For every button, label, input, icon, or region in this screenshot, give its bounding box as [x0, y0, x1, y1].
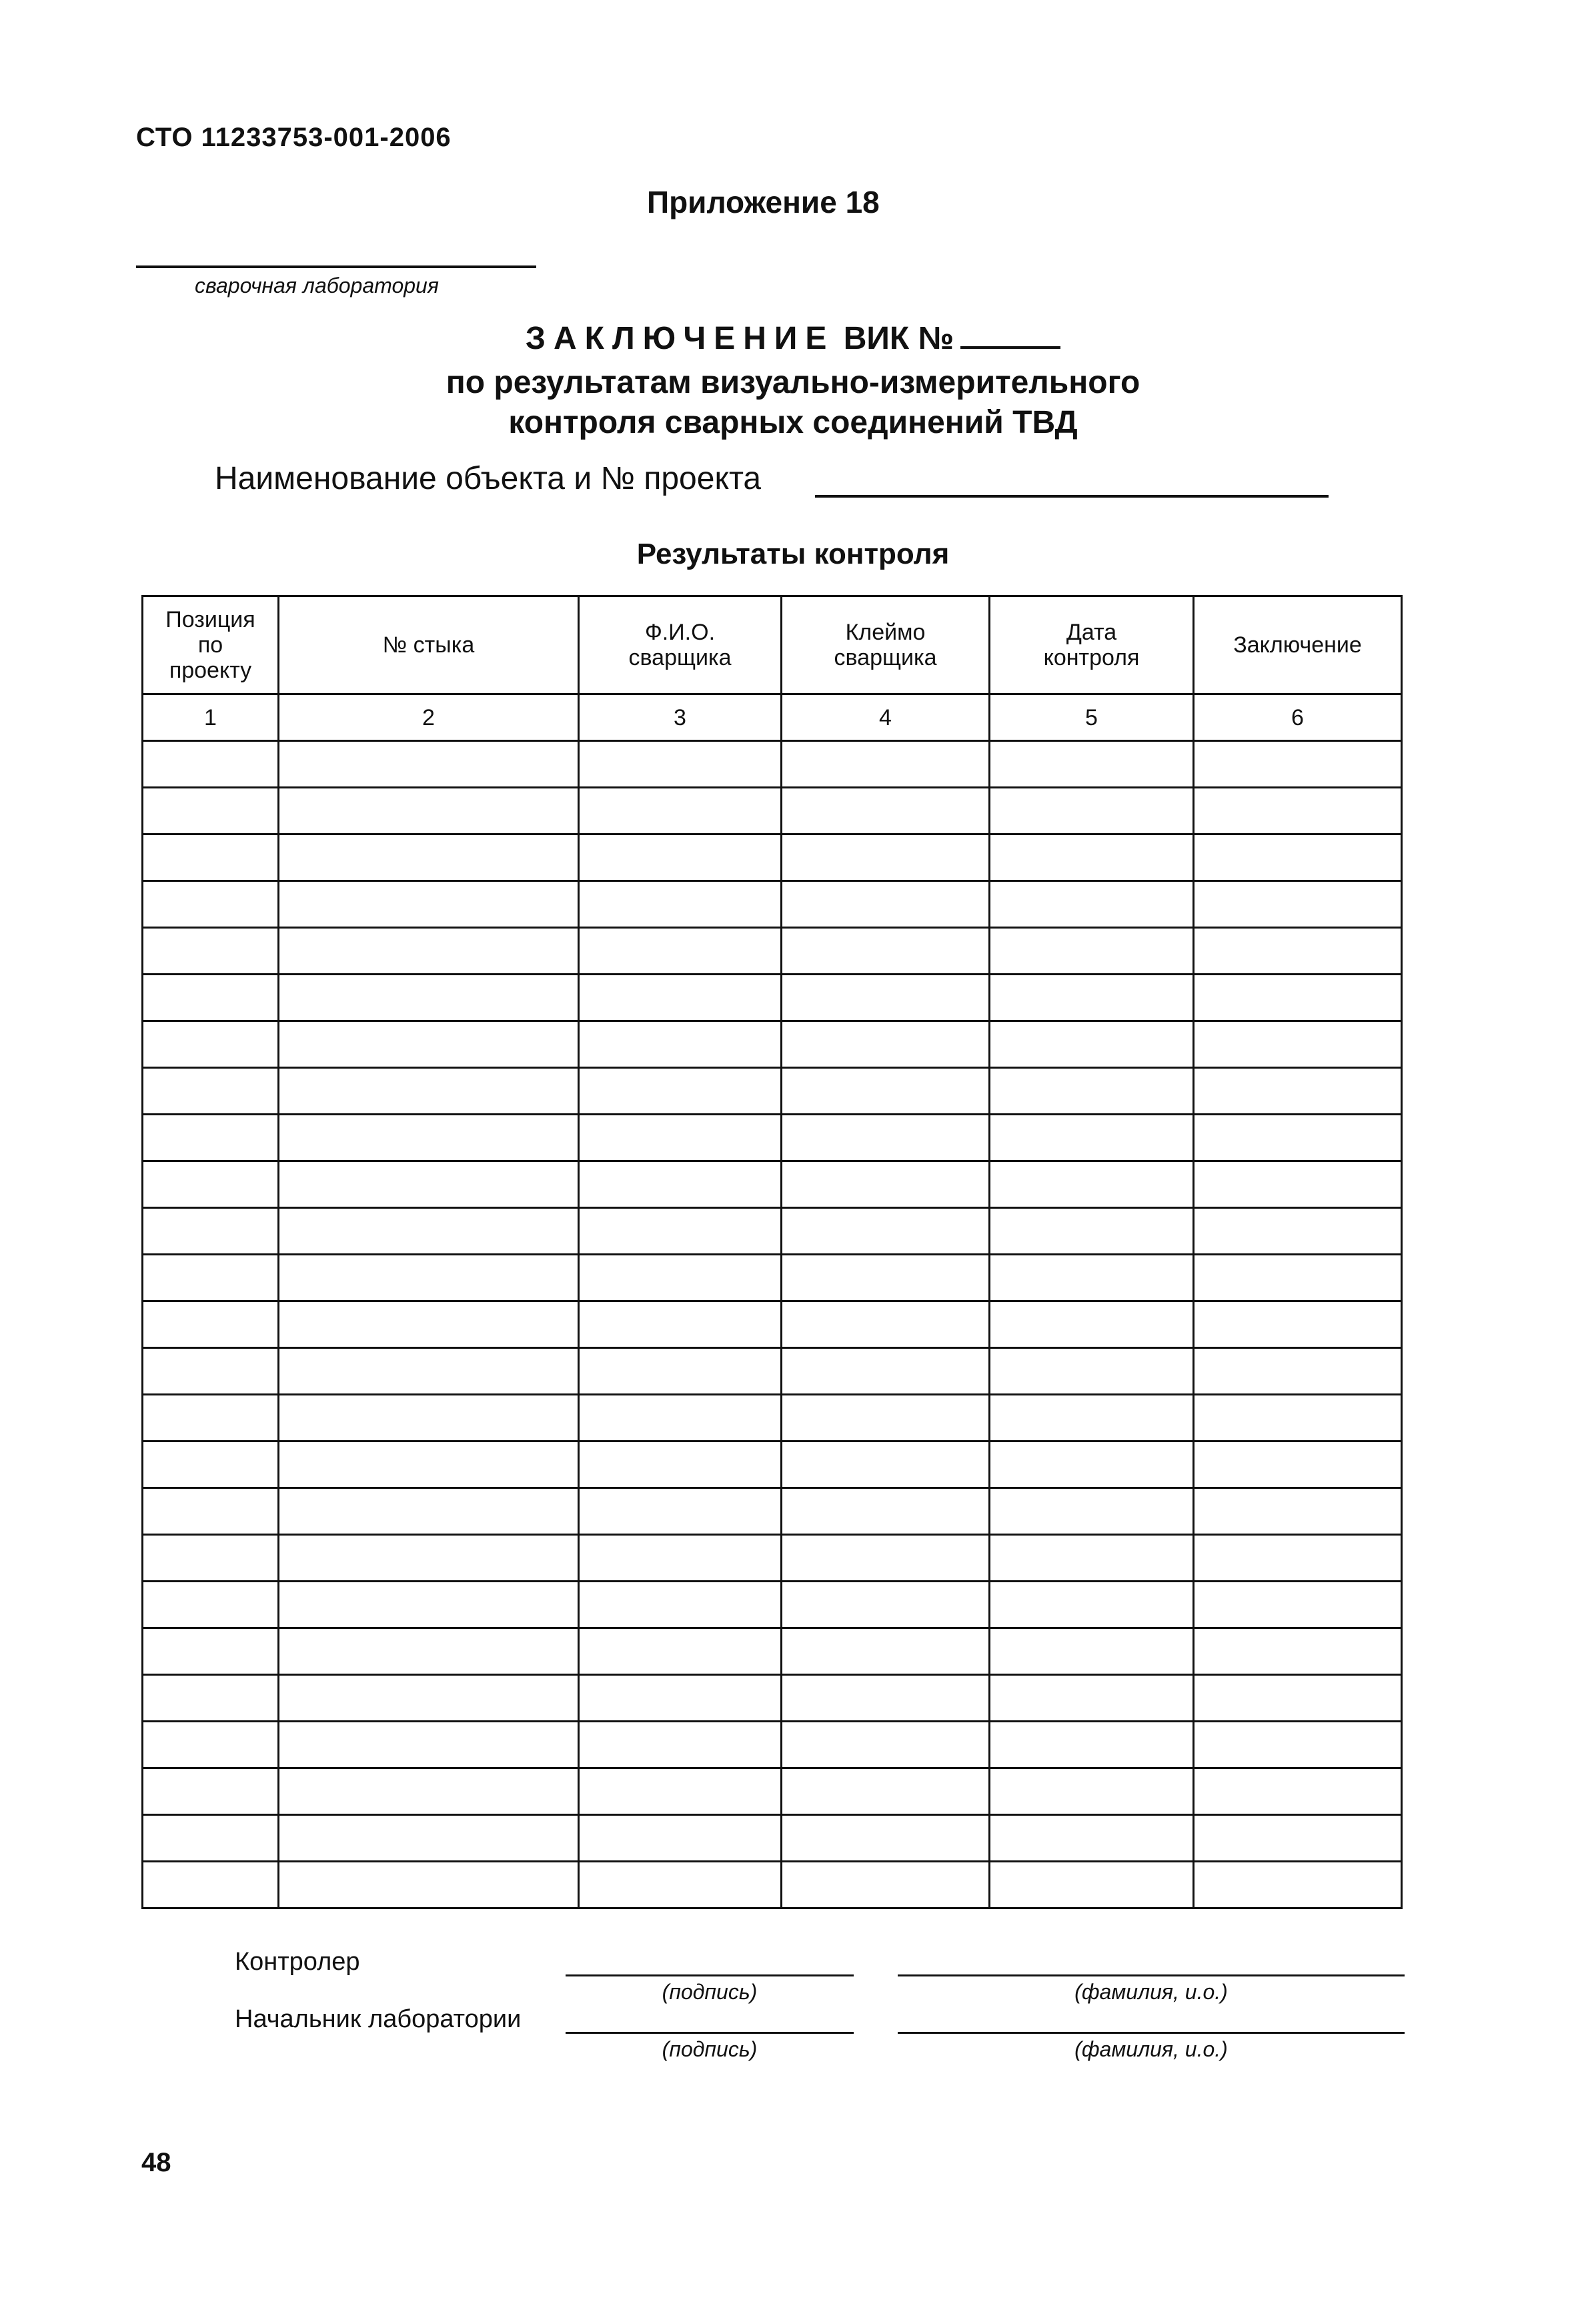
column-number-row: [143, 694, 1402, 741]
subtitle-line-2: контроля сварных соединений ТВД: [508, 405, 1078, 440]
table-cell[interactable]: [143, 1021, 279, 1068]
table-cell[interactable]: [782, 1301, 990, 1348]
table-cell[interactable]: [782, 1161, 990, 1208]
table-cell[interactable]: [579, 1488, 782, 1535]
table-cell[interactable]: [279, 788, 579, 834]
table-cell[interactable]: [579, 1862, 782, 1908]
table-cell[interactable]: [279, 1348, 579, 1395]
table-cell[interactable]: [579, 1768, 782, 1815]
table-row: [143, 1488, 1402, 1535]
column-header-5: [990, 596, 1194, 694]
table-cell[interactable]: [1194, 1582, 1402, 1628]
head-name-line[interactable]: [898, 2032, 1405, 2034]
table-cell[interactable]: [782, 1862, 990, 1908]
table-cell[interactable]: [279, 1488, 579, 1535]
table-cell[interactable]: [990, 1348, 1194, 1395]
head-signature-line[interactable]: [566, 2032, 854, 2034]
table-cell[interactable]: [579, 1675, 782, 1722]
table-cell[interactable]: [143, 1068, 279, 1115]
table-cell[interactable]: [782, 975, 990, 1021]
table-cell[interactable]: [279, 1021, 579, 1068]
table-cell[interactable]: [990, 1441, 1194, 1488]
table-cell[interactable]: [143, 1675, 279, 1722]
column-header-line: сварщика: [834, 645, 937, 670]
column-number: 6: [1194, 694, 1402, 741]
table-cell[interactable]: [782, 1208, 990, 1255]
table-cell[interactable]: [143, 1815, 279, 1862]
page-number: 48: [141, 2148, 171, 2177]
table-row: [143, 1722, 1402, 1768]
table-cell[interactable]: [143, 1488, 279, 1535]
table-row: [143, 1628, 1402, 1675]
table-cell[interactable]: [782, 1535, 990, 1582]
table-cell[interactable]: [279, 1441, 579, 1488]
table-cell[interactable]: [990, 1301, 1194, 1348]
table-cell[interactable]: [990, 1068, 1194, 1115]
results-table: [141, 595, 1403, 1909]
table-cell[interactable]: [579, 1582, 782, 1628]
table-row: [143, 1068, 1402, 1115]
table-cell[interactable]: [279, 1628, 579, 1675]
table-cell[interactable]: [1194, 1722, 1402, 1768]
table-cell[interactable]: [782, 1675, 990, 1722]
column-header-line: Заключение: [1233, 632, 1362, 658]
table-cell[interactable]: [990, 1115, 1194, 1161]
table-cell[interactable]: [579, 1255, 782, 1301]
table-cell[interactable]: [279, 1722, 579, 1768]
table-cell[interactable]: [1194, 1441, 1402, 1488]
column-header-6: [1194, 596, 1402, 694]
table-cell[interactable]: [990, 1862, 1194, 1908]
table-cell[interactable]: [782, 1441, 990, 1488]
table-row: [143, 1208, 1402, 1255]
table-row: [143, 1301, 1402, 1348]
table-cell[interactable]: [782, 1068, 990, 1115]
table-cell[interactable]: [579, 1535, 782, 1582]
table-cell[interactable]: [1194, 788, 1402, 834]
table-cell[interactable]: [1194, 1768, 1402, 1815]
table-cell[interactable]: [143, 1768, 279, 1815]
column-header-line: Клеймо: [845, 620, 926, 645]
table-cell[interactable]: [579, 1068, 782, 1115]
table-cell[interactable]: [143, 788, 279, 834]
conclusion-word: ЗАКЛЮЧЕНИЕ: [525, 321, 835, 356]
table-row: [143, 1582, 1402, 1628]
table-cell[interactable]: [990, 1488, 1194, 1535]
table-cell[interactable]: [279, 1068, 579, 1115]
table-cell[interactable]: [782, 788, 990, 834]
table-cell[interactable]: [279, 1582, 579, 1628]
conclusion-number-blank[interactable]: [960, 321, 1060, 349]
table-cell[interactable]: [143, 1208, 279, 1255]
table-cell[interactable]: [279, 1768, 579, 1815]
object-label: Наименование объекта и № проекта: [215, 461, 762, 496]
table-cell[interactable]: [579, 1722, 782, 1768]
table-cell[interactable]: [782, 881, 990, 928]
table-cell[interactable]: [782, 741, 990, 788]
lab-caption: сварочная лаборатория: [195, 273, 439, 298]
table-cell[interactable]: [1194, 1815, 1402, 1862]
table-cell[interactable]: [143, 1582, 279, 1628]
table-cell[interactable]: [579, 741, 782, 788]
table-cell[interactable]: [579, 1628, 782, 1675]
table-cell[interactable]: [990, 1161, 1194, 1208]
table-cell[interactable]: [782, 1395, 990, 1441]
table-row: [143, 975, 1402, 1021]
column-number: 1: [143, 694, 279, 741]
table-row: [143, 1675, 1402, 1722]
column-header-line: Позиция: [165, 607, 255, 632]
table-cell[interactable]: [579, 928, 782, 975]
head-name-caption: (фамилия, и.о.): [1074, 2037, 1228, 2061]
table-cell[interactable]: [990, 1021, 1194, 1068]
table-row: [143, 1255, 1402, 1301]
table-cell[interactable]: [143, 1348, 279, 1395]
table-cell[interactable]: [579, 788, 782, 834]
table-cell[interactable]: [782, 1768, 990, 1815]
subtitle-line-1: по результатам визуально-измерительного: [446, 365, 1140, 400]
table-cell[interactable]: [990, 1768, 1194, 1815]
table-cell[interactable]: [782, 1722, 990, 1768]
column-header-4: [782, 596, 990, 694]
table-cell[interactable]: [279, 1301, 579, 1348]
table-cell[interactable]: [782, 1255, 990, 1301]
table-cell[interactable]: [279, 1862, 579, 1908]
controller-signature-caption: (подпись): [662, 1980, 758, 2004]
table-row: [143, 1348, 1402, 1395]
table-cell[interactable]: [1194, 1628, 1402, 1675]
table-cell[interactable]: [1194, 975, 1402, 1021]
table-cell[interactable]: [143, 1722, 279, 1768]
controller-signature-line[interactable]: [566, 1974, 854, 1976]
column-header-line: № стыка: [382, 632, 475, 658]
table-cell[interactable]: [990, 881, 1194, 928]
table-cell[interactable]: [1194, 1208, 1402, 1255]
table-cell[interactable]: [1194, 1348, 1402, 1395]
head-signature-caption: (подпись): [662, 2037, 758, 2061]
table-cell[interactable]: [990, 975, 1194, 1021]
table-cell[interactable]: [143, 1161, 279, 1208]
table-cell[interactable]: [1194, 741, 1402, 788]
table-cell[interactable]: [1194, 1675, 1402, 1722]
lab-name-blank-line[interactable]: [136, 265, 536, 268]
table-cell[interactable]: [143, 1862, 279, 1908]
table-cell[interactable]: [1194, 1161, 1402, 1208]
table-cell[interactable]: [143, 1115, 279, 1161]
table-cell[interactable]: [1194, 1255, 1402, 1301]
table-cell[interactable]: [782, 1582, 990, 1628]
table-cell[interactable]: [782, 1021, 990, 1068]
table-cell[interactable]: [1194, 928, 1402, 975]
conclusion-subtitle: [0, 363, 1586, 443]
table-cell[interactable]: [279, 1675, 579, 1722]
document-code: СТО 11233753-001-2006: [136, 123, 452, 152]
head-of-lab-label: Начальник лаборатории: [235, 2005, 522, 2033]
conclusion-title: [0, 320, 1586, 357]
table-cell[interactable]: [1194, 834, 1402, 881]
table-cell[interactable]: [782, 1628, 990, 1675]
table-cell[interactable]: [579, 1021, 782, 1068]
object-name-blank-line[interactable]: [815, 495, 1329, 498]
column-header-3: [579, 596, 782, 694]
table-cell[interactable]: [1194, 1021, 1402, 1068]
table-row: [143, 1535, 1402, 1582]
table-cell[interactable]: [990, 1535, 1194, 1582]
table-cell[interactable]: [990, 834, 1194, 881]
table-cell[interactable]: [143, 975, 279, 1021]
table-row: [143, 834, 1402, 881]
table-cell[interactable]: [579, 1301, 782, 1348]
column-header-2: [279, 596, 579, 694]
column-header-line: Ф.И.О.: [644, 620, 716, 645]
table-cell[interactable]: [990, 1395, 1194, 1441]
table-row: [143, 1161, 1402, 1208]
table-row: [143, 1768, 1402, 1815]
table-cell[interactable]: [782, 1348, 990, 1395]
table-cell[interactable]: [143, 1255, 279, 1301]
table-cell[interactable]: [143, 1441, 279, 1488]
column-number: 3: [579, 694, 782, 741]
table-cell[interactable]: [1194, 1068, 1402, 1115]
table-cell[interactable]: [579, 881, 782, 928]
column-number: 5: [990, 694, 1194, 741]
table-row: [143, 1862, 1402, 1908]
column-header-1: [143, 596, 279, 694]
table-cell[interactable]: [579, 1115, 782, 1161]
table-row: [143, 881, 1402, 928]
table-row: [143, 1441, 1402, 1488]
table-cell[interactable]: [990, 1815, 1194, 1862]
controller-label: Контролер: [235, 1948, 360, 1976]
table-cell[interactable]: [1194, 1301, 1402, 1348]
table-cell[interactable]: [990, 741, 1194, 788]
table-cell[interactable]: [279, 1208, 579, 1255]
column-header-line: проекту: [169, 658, 252, 683]
table-cell[interactable]: [279, 1535, 579, 1582]
table-cell[interactable]: [1194, 1395, 1402, 1441]
table-cell[interactable]: [143, 1395, 279, 1441]
table-cell[interactable]: [990, 1208, 1194, 1255]
table-row: [143, 1395, 1402, 1441]
table-cell[interactable]: [782, 834, 990, 881]
column-number: 4: [782, 694, 990, 741]
table-cell[interactable]: [279, 834, 579, 881]
table-row: [143, 788, 1402, 834]
results-title: Результаты контроля: [636, 538, 950, 570]
controller-name-caption: (фамилия, и.о.): [1074, 1980, 1228, 2004]
table-row: [143, 1115, 1402, 1161]
table-cell[interactable]: [782, 1815, 990, 1862]
table-cell[interactable]: [579, 1395, 782, 1441]
column-number: 2: [279, 694, 579, 741]
table-cell[interactable]: [143, 1301, 279, 1348]
vik-label: ВИК №: [843, 321, 954, 356]
table-cell[interactable]: [279, 1255, 579, 1301]
table-row: [143, 1815, 1402, 1862]
table-cell[interactable]: [143, 1628, 279, 1675]
column-header-line: Дата: [1066, 620, 1117, 645]
table-cell[interactable]: [279, 1161, 579, 1208]
table-cell[interactable]: [990, 1255, 1194, 1301]
table-cell[interactable]: [1194, 1535, 1402, 1582]
table-cell[interactable]: [1194, 1115, 1402, 1161]
table-cell[interactable]: [990, 1722, 1194, 1768]
table-cell[interactable]: [279, 975, 579, 1021]
table-cell[interactable]: [579, 1208, 782, 1255]
table-cell[interactable]: [279, 1115, 579, 1161]
table-cell[interactable]: [782, 1488, 990, 1535]
table-cell[interactable]: [990, 928, 1194, 975]
table-cell[interactable]: [143, 1535, 279, 1582]
column-header-line: сварщика: [628, 645, 732, 670]
controller-name-line[interactable]: [898, 1974, 1405, 1976]
column-header-line: по: [197, 632, 223, 658]
table-header-row: [143, 596, 1402, 694]
table-cell[interactable]: [579, 1348, 782, 1395]
table-cell[interactable]: [1194, 881, 1402, 928]
table-cell[interactable]: [990, 1582, 1194, 1628]
table-row: [143, 741, 1402, 788]
table-row: [143, 1021, 1402, 1068]
table-cell[interactable]: [279, 741, 579, 788]
table-cell[interactable]: [782, 1115, 990, 1161]
table-cell[interactable]: [143, 834, 279, 881]
table-cell[interactable]: [143, 881, 279, 928]
table-cell[interactable]: [579, 834, 782, 881]
table-cell[interactable]: [279, 928, 579, 975]
table-cell[interactable]: [279, 881, 579, 928]
table-cell[interactable]: [279, 1815, 579, 1862]
table-row: [143, 928, 1402, 975]
table-cell[interactable]: [990, 1628, 1194, 1675]
table-cell[interactable]: [279, 1395, 579, 1441]
table-cell[interactable]: [579, 1815, 782, 1862]
table-cell[interactable]: [143, 928, 279, 975]
table-cell[interactable]: [579, 975, 782, 1021]
table-cell[interactable]: [782, 928, 990, 975]
table-cell[interactable]: [579, 1161, 782, 1208]
column-header-line: контроля: [1043, 645, 1140, 670]
table-cell[interactable]: [143, 741, 279, 788]
table-cell[interactable]: [1194, 1488, 1402, 1535]
table-cell[interactable]: [990, 788, 1194, 834]
appendix-label: Приложение 18: [647, 185, 880, 219]
table-cell[interactable]: [1194, 1862, 1402, 1908]
table-cell[interactable]: [990, 1675, 1194, 1722]
table-cell[interactable]: [579, 1441, 782, 1488]
